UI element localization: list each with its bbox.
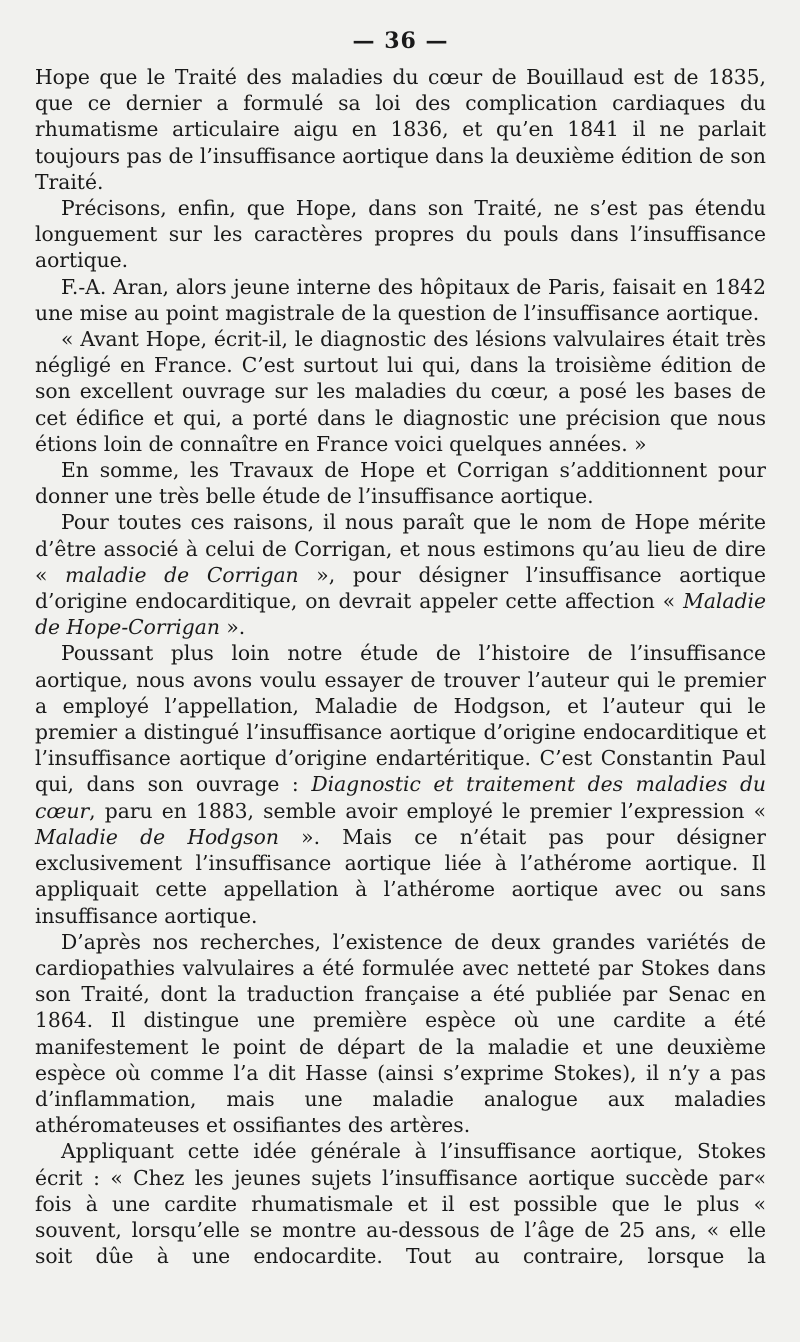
text-run: Appliquant cette idée générale à l’insuffisance aortique, Stokes écrit : « Chez les jeunes sujets l’insuffisance aortique succède par« fois à une cardite rhumatismale et il est possible que le plus « souvent, lorsqu’elle se montre au-dessous de l’âge de 25 ans, « elle soit dûe à une endocardite. Tout au contraire, lorsque la bbox=[35, 1139, 766, 1269]
text-run: ». bbox=[219, 615, 246, 640]
paragraph bbox=[35, 195, 766, 274]
text-run: , paru en 1883, semble avoir employé le premier l’expression « bbox=[89, 798, 766, 823]
text-run: Hope que le Traité des maladies du cœur de Bouillaud est de 1835, que ce dernier a formulé sa loi des complication cardiaques du rhumatisme articulaire aigu en 1836, et qu’en 1841 il ne parlait toujours pas de l’insuffisance aortique dans la deuxième édition de son Traité. bbox=[35, 65, 766, 194]
page-number: — 36 — bbox=[352, 28, 449, 54]
italic-text: Maladie de Hodgson bbox=[35, 824, 279, 849]
text-run: », pour désigner l’insuffisance aortique d’origine endocarditique, on devrait appeler cette affection « bbox=[35, 562, 766, 614]
paragraph bbox=[35, 274, 766, 326]
paragraph bbox=[35, 640, 766, 928]
paragraph bbox=[35, 1138, 766, 1269]
paragraph bbox=[35, 457, 766, 509]
paragraph bbox=[35, 64, 766, 195]
italic-text: Diagnostic et traitement des maladies du cœur bbox=[35, 772, 766, 823]
paragraph bbox=[35, 326, 766, 457]
text-run: Précisons, enfin, que Hope, dans son Traité, ne s’est pas étendu longuement sur les caractères propres du pouls dans l’insuffisance aortique. bbox=[35, 196, 766, 273]
text-run: F.-A. Aran, alors jeune interne des hôpitaux de Paris, faisait en 1842 une mise au point magistrale de la question de l’insuffisance aortique. bbox=[35, 274, 766, 325]
text-run: ». Mais ce n’était pas pour désigner exclusivement l’insuffisance aortique liée à l’athérome aortique. Il appliquait cette appellation à l’athérome aortique avec ou sans insuffisance aortique. bbox=[35, 824, 766, 928]
paragraph bbox=[35, 509, 766, 640]
paragraph bbox=[35, 929, 766, 1139]
italic-text: maladie de Corrigan bbox=[65, 562, 299, 587]
text-run: « Avant Hope, écrit-il, le diagnostic des lésions valvulaires était très négligé en France. C’est surtout lui qui, dans la troisième édition de son excellent ouvrage sur les maladies du cœur, a posé les bases de cet édifice et qui, a porté dans le diagnostic une précision que nous étions loin de connaître en France voici quelques années. » bbox=[35, 327, 766, 456]
page-body bbox=[35, 64, 766, 1269]
text-run: Poussant plus loin notre étude de l’histoire de l’insuffisance aortique, nous avons voulu essayer de trouver l’auteur qui le premier a employé l’appellation, Maladie de Hodgson, et l’auteur qui le premier a distingué l’insuffisance aortique d’origine endocarditique et l’insuffisance aortique d’origine endartéritique. C’est Constantin Paul qui, dans son ouvrage : bbox=[35, 641, 766, 797]
text-run: Pour toutes ces raisons, il nous paraît que le nom de Hope mérite d’être associé à celui de Corrigan, et nous estimons qu’au lieu de dire « bbox=[35, 510, 766, 587]
text-run: En somme, les Travaux de Hope et Corrigan s’additionnent pour donner une très belle étude de l’insuffisance aortique. bbox=[35, 458, 766, 509]
text-run: D’après nos recherches, l’existence de deux grandes variétés de cardiopathies valvulaires a été formulée avec netteté par Stokes dans son Traité, dont la traduction française a été publiée par Senac en 1864. Il distingue une première espèce où une cardite a été manifestement le point de départ de la maladie et une deuxième espèce où comme l’a dit Hasse (ainsi s’exprime Stokes), il n’y a pas d’inflammation, mais une maladie analogue aux maladies athéromateuses et ossifiantes des artères. bbox=[35, 929, 766, 1138]
italic-text: Maladie de Hope-Corrigan bbox=[35, 589, 766, 640]
